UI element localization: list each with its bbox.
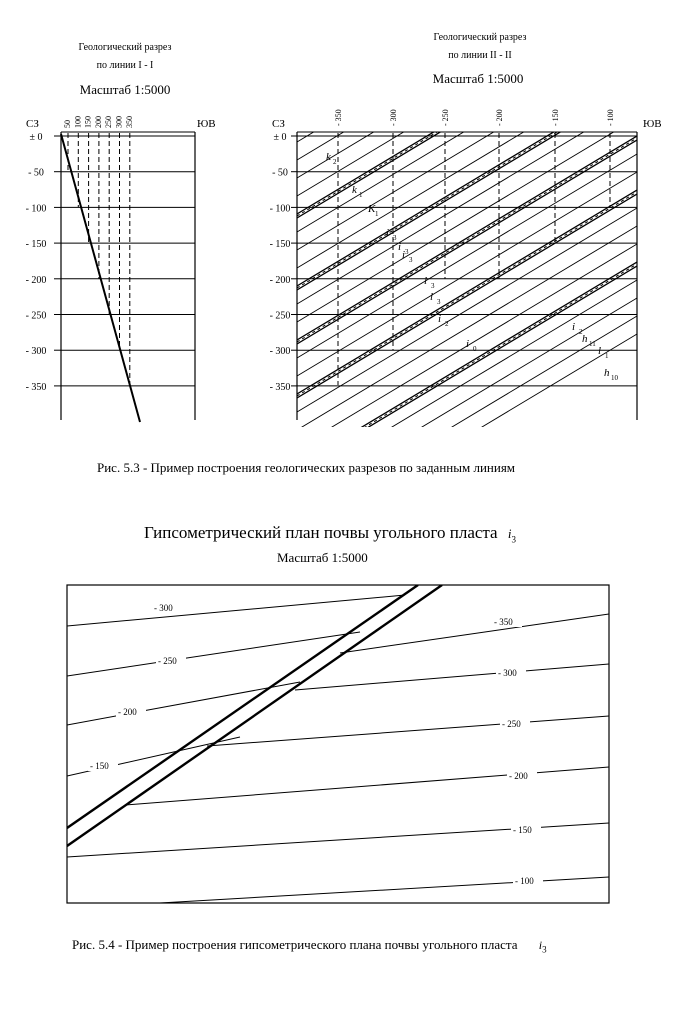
seam-line [297,0,637,52]
seam-line [297,0,637,178]
isoline-left-200 [67,682,300,725]
depth-label: - 50 [272,167,288,179]
top-tick-label: 200 [93,116,103,128]
seam-label-sub: 3 [431,282,435,290]
section-i-seam-line [61,134,140,422]
seam-line [297,136,637,340]
isoline-left-300 [67,595,405,626]
top-tick-label: - 200 [495,109,504,126]
section-ii-ii [270,0,662,538]
seam-label: i [386,227,390,239]
seam-line [297,0,637,16]
figure-5-4-caption-seam-sub: 3 [542,944,547,955]
section-ii-dir-right: ЮВ [643,118,662,130]
figure-5-3-caption: Рис. 5.3 - Пример построения геологических разрезов по заданным линиям [97,460,516,475]
depth-label: - 200 [269,274,291,286]
seam-label: i [438,313,442,325]
figure-5-4-caption-text: Рис. 5.4 - Пример построения гипсометрического плана почвы угольного пласта [72,937,518,952]
plan-label-right-100: - 100 [515,876,534,886]
depth-label: - 150 [25,239,47,251]
depth-label: ± 0 [29,132,43,143]
section-ii-scale: Масштаб 1:5000 [432,71,524,86]
plan-label-right-350: - 350 [494,617,513,627]
isoline-right-250 [207,716,609,746]
seam-hatch [297,138,637,342]
seam-label: i [572,321,576,333]
plan-title-text: Гипсометрический план почвы угольного пласта [144,523,498,542]
isoline-left-250 [67,632,360,676]
top-tick-label: - 250 [441,109,450,126]
seam-label-sub: 1 [605,352,609,360]
depth-label: - 200 [25,274,47,286]
section-i-depth-labels [26,132,47,393]
seam-label-sub: 2 [333,158,337,166]
seam-label-sub: 1 [375,210,379,218]
seam-label-sub: 3 [393,234,397,242]
top-tick-label: - 300 [389,109,398,126]
depth-label: - 250 [25,310,47,322]
seam-label-sub: 2 [579,328,583,336]
seam-line [297,280,637,484]
depth-label: - 100 [269,203,291,215]
plan-title [144,523,516,544]
seam-label: l [430,291,434,303]
section-i-depth-lines [54,136,195,386]
seam-label-sub: 1 [359,191,363,199]
plan-right-labels [492,616,543,886]
plan-label-right-150: - 150 [513,825,532,835]
plan-label-left-200: - 200 [118,707,137,717]
section-ii-title: Геологический разрез [433,32,527,43]
seam-label: h [604,367,610,379]
top-tick-label: 100 [73,116,83,128]
isoline-right-350 [340,614,609,653]
plan-title-seam-sub: 3 [511,534,516,545]
depth-label: - 300 [269,346,291,358]
section-i-top-ticks [63,116,134,128]
seam-label: i [398,241,402,253]
hypsometric-plan [67,585,609,903]
seam-label-sub: 3 [437,298,441,306]
plan-scale: Масштаб 1:5000 [277,550,368,565]
depth-label: - 350 [269,381,291,393]
seam-label: K [368,203,376,215]
depth-label: - 100 [25,203,47,215]
seam-label-sub: 11 [589,340,596,348]
isoline-right-300 [295,664,609,690]
seam-label: i [466,338,470,350]
section-ii-top-ticks [334,109,615,126]
top-tick-label: - 350 [334,109,343,126]
seam-label: k [326,151,331,163]
depth-label: - 50 [28,167,44,179]
depth-label: - 350 [25,381,47,393]
seam-label: h [582,333,588,345]
seam-line [297,0,637,124]
depth-label: - 150 [269,239,291,251]
section-ii-depth-labels [270,132,291,393]
seam-hatch [297,264,637,468]
seam-label: l [598,345,602,357]
seam-hatch [297,192,637,396]
depth-label: - 300 [25,346,47,358]
section-i-dir-left: СЗ [26,118,39,130]
plan-frame [67,585,609,903]
section-ii-dir-left: СЗ [272,118,285,130]
top-tick-label: 150 [83,116,93,128]
section-i-dir-right: ЮВ [197,118,216,130]
seam-label-sub: 3 [409,256,413,264]
plan-isolines [67,585,609,903]
plan-title-seam: i [507,526,512,541]
seam-line [297,0,637,34]
figure-5-4-caption-seam: i [538,938,543,952]
plan-label-right-200: - 200 [509,771,528,781]
section-i-subtitle: по линии I - I [96,60,154,71]
plan-label-right-300: - 300 [498,668,517,678]
depth-label: ± 0 [273,132,287,143]
top-tick-label: 350 [124,116,134,128]
top-tick-label: 250 [104,116,114,128]
section-ii-seam-labels [326,151,619,382]
section-ii-subtitle: по линии II - II [448,50,512,61]
plan-label-left-150: - 150 [90,761,109,771]
plan-label-left-250: - 250 [158,656,177,666]
seam-label: i [402,249,406,261]
top-tick-label: - 150 [551,109,560,126]
top-tick-label: - 100 [606,109,615,126]
section-i-scale: Масштаб 1:5000 [79,82,171,97]
section-i-i [26,42,216,422]
section-i-title: Геологический разрез [78,42,172,53]
figure-5-4-caption [72,937,547,955]
seam-label-sub: 10 [611,374,618,382]
seam-label: l [424,275,428,287]
seam-line [297,226,637,430]
seam-label: k [352,184,357,196]
top-tick-label: 50 [63,120,72,128]
seam-label-sub: 3 [405,248,409,256]
seam-label-sub: 2 [445,320,449,328]
seam-line-paired [297,140,637,344]
plan-label-left-300: - 300 [154,603,173,613]
depth-label: - 250 [269,310,291,322]
seam-hatch [297,84,637,288]
plan-left-labels [88,602,186,771]
plan-label-right-250: - 250 [502,719,521,729]
seam-label-sub: 0 [473,345,477,353]
top-tick-label: 300 [114,116,124,128]
seam-line [297,100,637,304]
